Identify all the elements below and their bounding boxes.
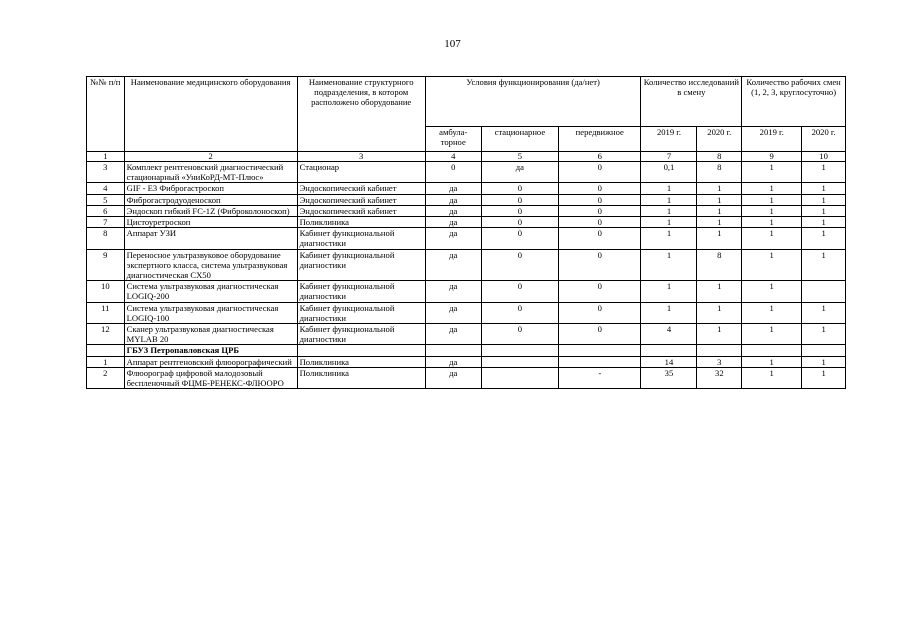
subheader-stationary: стационарное bbox=[481, 127, 558, 152]
section-header-row bbox=[87, 345, 846, 356]
table-row bbox=[87, 194, 846, 205]
count-2020-cell: 1 bbox=[697, 228, 742, 249]
table-row bbox=[87, 302, 846, 323]
equipment-name: Эндоскоп гибкий FC-1Z (Фиброколоноскоп) bbox=[124, 205, 297, 216]
mobile-cell: 0 bbox=[559, 302, 641, 323]
shifts-2020-cell: 1 bbox=[802, 249, 846, 281]
equipment-name: GIF - E3 Фиброгастроскоп bbox=[124, 183, 297, 194]
count-2019-cell: 4 bbox=[641, 324, 697, 345]
unit-name: Кабинет функциональной диагностики bbox=[297, 324, 425, 345]
table-row bbox=[87, 367, 846, 388]
column-index: 7 bbox=[641, 152, 697, 162]
equipment-name: Аппарат рентгеновский флюорографический bbox=[124, 356, 297, 367]
subheader-count-2019: 2019 г. bbox=[641, 127, 697, 152]
shifts-2019-cell: 1 bbox=[742, 324, 802, 345]
shifts-2020-cell: 1 bbox=[802, 367, 846, 388]
page-number: 107 bbox=[444, 38, 461, 50]
shifts-2020-cell: 1 bbox=[802, 228, 846, 249]
row-number: 2 bbox=[87, 367, 125, 388]
shifts-2019-cell: 1 bbox=[742, 205, 802, 216]
shifts-2020-cell: 1 bbox=[802, 194, 846, 205]
section-title: ГБУЗ Петропавловская ЦРБ bbox=[124, 345, 297, 356]
column-index: 6 bbox=[559, 152, 641, 162]
unit-name: Эндоскопический кабинет bbox=[297, 205, 425, 216]
count-2019-cell: 35 bbox=[641, 367, 697, 388]
count-2019-cell: 1 bbox=[641, 217, 697, 228]
ambulatory-cell: да bbox=[425, 367, 481, 388]
stationary-cell: 0 bbox=[481, 281, 558, 302]
count-2020-cell: 1 bbox=[697, 217, 742, 228]
row-number: 9 bbox=[87, 249, 125, 281]
stationary-cell: 0 bbox=[481, 205, 558, 216]
table-row bbox=[87, 249, 846, 281]
table-row bbox=[87, 324, 846, 345]
mobile-cell: 0 bbox=[559, 205, 641, 216]
count-2019-cell: 1 bbox=[641, 205, 697, 216]
row-number: 3 bbox=[87, 162, 125, 183]
column-index: 2 bbox=[124, 152, 297, 162]
table-row bbox=[87, 217, 846, 228]
count-2020-cell: 1 bbox=[697, 205, 742, 216]
stationary-cell: 0 bbox=[481, 324, 558, 345]
row-number: 4 bbox=[87, 183, 125, 194]
shifts-2020-cell: 1 bbox=[802, 356, 846, 367]
subheader-mobile: передвижное bbox=[559, 127, 641, 152]
ambulatory-cell: да bbox=[425, 249, 481, 281]
stationary-cell: 0 bbox=[481, 302, 558, 323]
mobile-cell: 0 bbox=[559, 217, 641, 228]
stationary-cell: 0 bbox=[481, 194, 558, 205]
unit-name: Кабинет функциональной диагностики bbox=[297, 249, 425, 281]
count-2020-cell: 3 bbox=[697, 356, 742, 367]
ambulatory-cell: да bbox=[425, 183, 481, 194]
subheader-count-2020: 2020 г. bbox=[697, 127, 742, 152]
subheader-ambulatory: амбула-торное bbox=[425, 127, 481, 152]
shifts-2020-cell: 1 bbox=[802, 302, 846, 323]
mobile-cell: 0 bbox=[559, 249, 641, 281]
mobile-cell: 0 bbox=[559, 194, 641, 205]
header-conditions: Условия функционирования (да/нет) bbox=[425, 77, 641, 127]
equipment-name: Сканер ультразвуковая диагностическая MYLAB 20 bbox=[124, 324, 297, 345]
unit-name: Кабинет функциональной диагностики bbox=[297, 228, 425, 249]
stationary-cell: 0 bbox=[481, 217, 558, 228]
table-row bbox=[87, 183, 846, 194]
count-2020-cell: 8 bbox=[697, 162, 742, 183]
ambulatory-cell: да bbox=[425, 302, 481, 323]
column-index: 4 bbox=[425, 152, 481, 162]
equipment-name: Фиброгастродуоденоскоп bbox=[124, 194, 297, 205]
table-header bbox=[87, 77, 846, 162]
shifts-2020-cell: 1 bbox=[802, 324, 846, 345]
table-row bbox=[87, 162, 846, 183]
count-2020-cell: 32 bbox=[697, 367, 742, 388]
column-index: 9 bbox=[742, 152, 802, 162]
header-num: №№ п/п bbox=[87, 77, 125, 152]
ambulatory-cell: 0 bbox=[425, 162, 481, 183]
count-2019-cell: 1 bbox=[641, 194, 697, 205]
row-number: 10 bbox=[87, 281, 125, 302]
unit-name: Поликлиника bbox=[297, 356, 425, 367]
equipment-name: Аппарат УЗИ bbox=[124, 228, 297, 249]
shifts-2020-cell: 1 bbox=[802, 162, 846, 183]
header-unit: Наименование структурного подразделения, в котором расположено оборудование bbox=[297, 77, 425, 152]
column-index: 1 bbox=[87, 152, 125, 162]
column-index: 8 bbox=[697, 152, 742, 162]
column-index: 10 bbox=[802, 152, 846, 162]
stationary-cell: 0 bbox=[481, 249, 558, 281]
shifts-2020-cell bbox=[802, 281, 846, 302]
unit-name: Кабинет функциональной диагностики bbox=[297, 302, 425, 323]
column-index: 5 bbox=[481, 152, 558, 162]
ambulatory-cell: да bbox=[425, 324, 481, 345]
ambulatory-cell: да bbox=[425, 356, 481, 367]
header-shifts: Количество рабочих смен (1, 2, 3, круглосуточно) bbox=[742, 77, 846, 127]
count-2019-cell: 1 bbox=[641, 302, 697, 323]
table-row bbox=[87, 228, 846, 249]
equipment-name: Комплект рентгеновский диагностический стационарный «УниКоРД-МТ-Плюс» bbox=[124, 162, 297, 183]
unit-name: Кабинет функциональной диагностики bbox=[297, 281, 425, 302]
equipment-name: Переносное ультразвуковое оборудование экспертного класса, система ультразвуковая диагностическая CX50 bbox=[124, 249, 297, 281]
unit-name: Поликлиника bbox=[297, 217, 425, 228]
shifts-2019-cell: 1 bbox=[742, 249, 802, 281]
subheader-shifts-2020: 2020 г. bbox=[802, 127, 846, 152]
shifts-2019-cell: 1 bbox=[742, 162, 802, 183]
equipment-name: Флюорограф цифровой малодозовый беспленочный ФЦМБ-РЕНЕКС-ФЛЮОРО bbox=[124, 367, 297, 388]
shifts-2019-cell: 1 bbox=[742, 281, 802, 302]
row-number: 5 bbox=[87, 194, 125, 205]
table-row bbox=[87, 281, 846, 302]
stationary-cell: да bbox=[481, 162, 558, 183]
equipment-name: Система ультразвуковая диагностическая LOGIQ-100 bbox=[124, 302, 297, 323]
row-number: 1 bbox=[87, 356, 125, 367]
mobile-cell: 0 bbox=[559, 162, 641, 183]
table-row bbox=[87, 356, 846, 367]
stationary-cell bbox=[481, 367, 558, 388]
stationary-cell: 0 bbox=[481, 183, 558, 194]
table-row bbox=[87, 205, 846, 216]
shifts-2019-cell: 1 bbox=[742, 194, 802, 205]
column-index: 3 bbox=[297, 152, 425, 162]
table-body bbox=[87, 162, 846, 389]
mobile-cell: 0 bbox=[559, 183, 641, 194]
count-2019-cell: 1 bbox=[641, 228, 697, 249]
ambulatory-cell: да bbox=[425, 205, 481, 216]
count-2019-cell: 0,1 bbox=[641, 162, 697, 183]
shifts-2019-cell: 1 bbox=[742, 217, 802, 228]
shifts-2020-cell: 1 bbox=[802, 205, 846, 216]
unit-name: Стационар bbox=[297, 162, 425, 183]
shifts-2019-cell: 1 bbox=[742, 302, 802, 323]
ambulatory-cell: да bbox=[425, 228, 481, 249]
mobile-cell: - bbox=[559, 367, 641, 388]
unit-name: Эндоскопический кабинет bbox=[297, 194, 425, 205]
count-2019-cell: 1 bbox=[641, 183, 697, 194]
count-2019-cell: 14 bbox=[641, 356, 697, 367]
header-equipment-name: Наименование медицинского оборудования bbox=[124, 77, 297, 152]
shifts-2019-cell: 1 bbox=[742, 183, 802, 194]
equipment-name: Система ультразвуковая диагностическая LOGIQ-200 bbox=[124, 281, 297, 302]
row-number: 11 bbox=[87, 302, 125, 323]
mobile-cell bbox=[559, 356, 641, 367]
equipment-table bbox=[86, 76, 846, 389]
count-2020-cell: 1 bbox=[697, 324, 742, 345]
count-2020-cell: 1 bbox=[697, 194, 742, 205]
header-study-count: Количество исследований в смену bbox=[641, 77, 742, 127]
row-number: 8 bbox=[87, 228, 125, 249]
stationary-cell: 0 bbox=[481, 228, 558, 249]
equipment-name: Цистоуретроскоп bbox=[124, 217, 297, 228]
count-2020-cell: 1 bbox=[697, 281, 742, 302]
row-number: 12 bbox=[87, 324, 125, 345]
count-2020-cell: 1 bbox=[697, 183, 742, 194]
count-2019-cell: 1 bbox=[641, 281, 697, 302]
column-index-row bbox=[87, 152, 846, 162]
mobile-cell: 0 bbox=[559, 324, 641, 345]
shifts-2020-cell: 1 bbox=[802, 217, 846, 228]
mobile-cell: 0 bbox=[559, 281, 641, 302]
shifts-2019-cell: 1 bbox=[742, 228, 802, 249]
row-number: 7 bbox=[87, 217, 125, 228]
count-2019-cell: 1 bbox=[641, 249, 697, 281]
shifts-2020-cell: 1 bbox=[802, 183, 846, 194]
ambulatory-cell: да bbox=[425, 281, 481, 302]
mobile-cell: 0 bbox=[559, 228, 641, 249]
stationary-cell bbox=[481, 356, 558, 367]
subheader-shifts-2019: 2019 г. bbox=[742, 127, 802, 152]
unit-name: Эндоскопический кабинет bbox=[297, 183, 425, 194]
shifts-2019-cell: 1 bbox=[742, 356, 802, 367]
ambulatory-cell: да bbox=[425, 194, 481, 205]
shifts-2019-cell: 1 bbox=[742, 367, 802, 388]
row-number: 6 bbox=[87, 205, 125, 216]
count-2020-cell: 1 bbox=[697, 302, 742, 323]
ambulatory-cell: да bbox=[425, 217, 481, 228]
count-2020-cell: 8 bbox=[697, 249, 742, 281]
unit-name: Поликлиника bbox=[297, 367, 425, 388]
